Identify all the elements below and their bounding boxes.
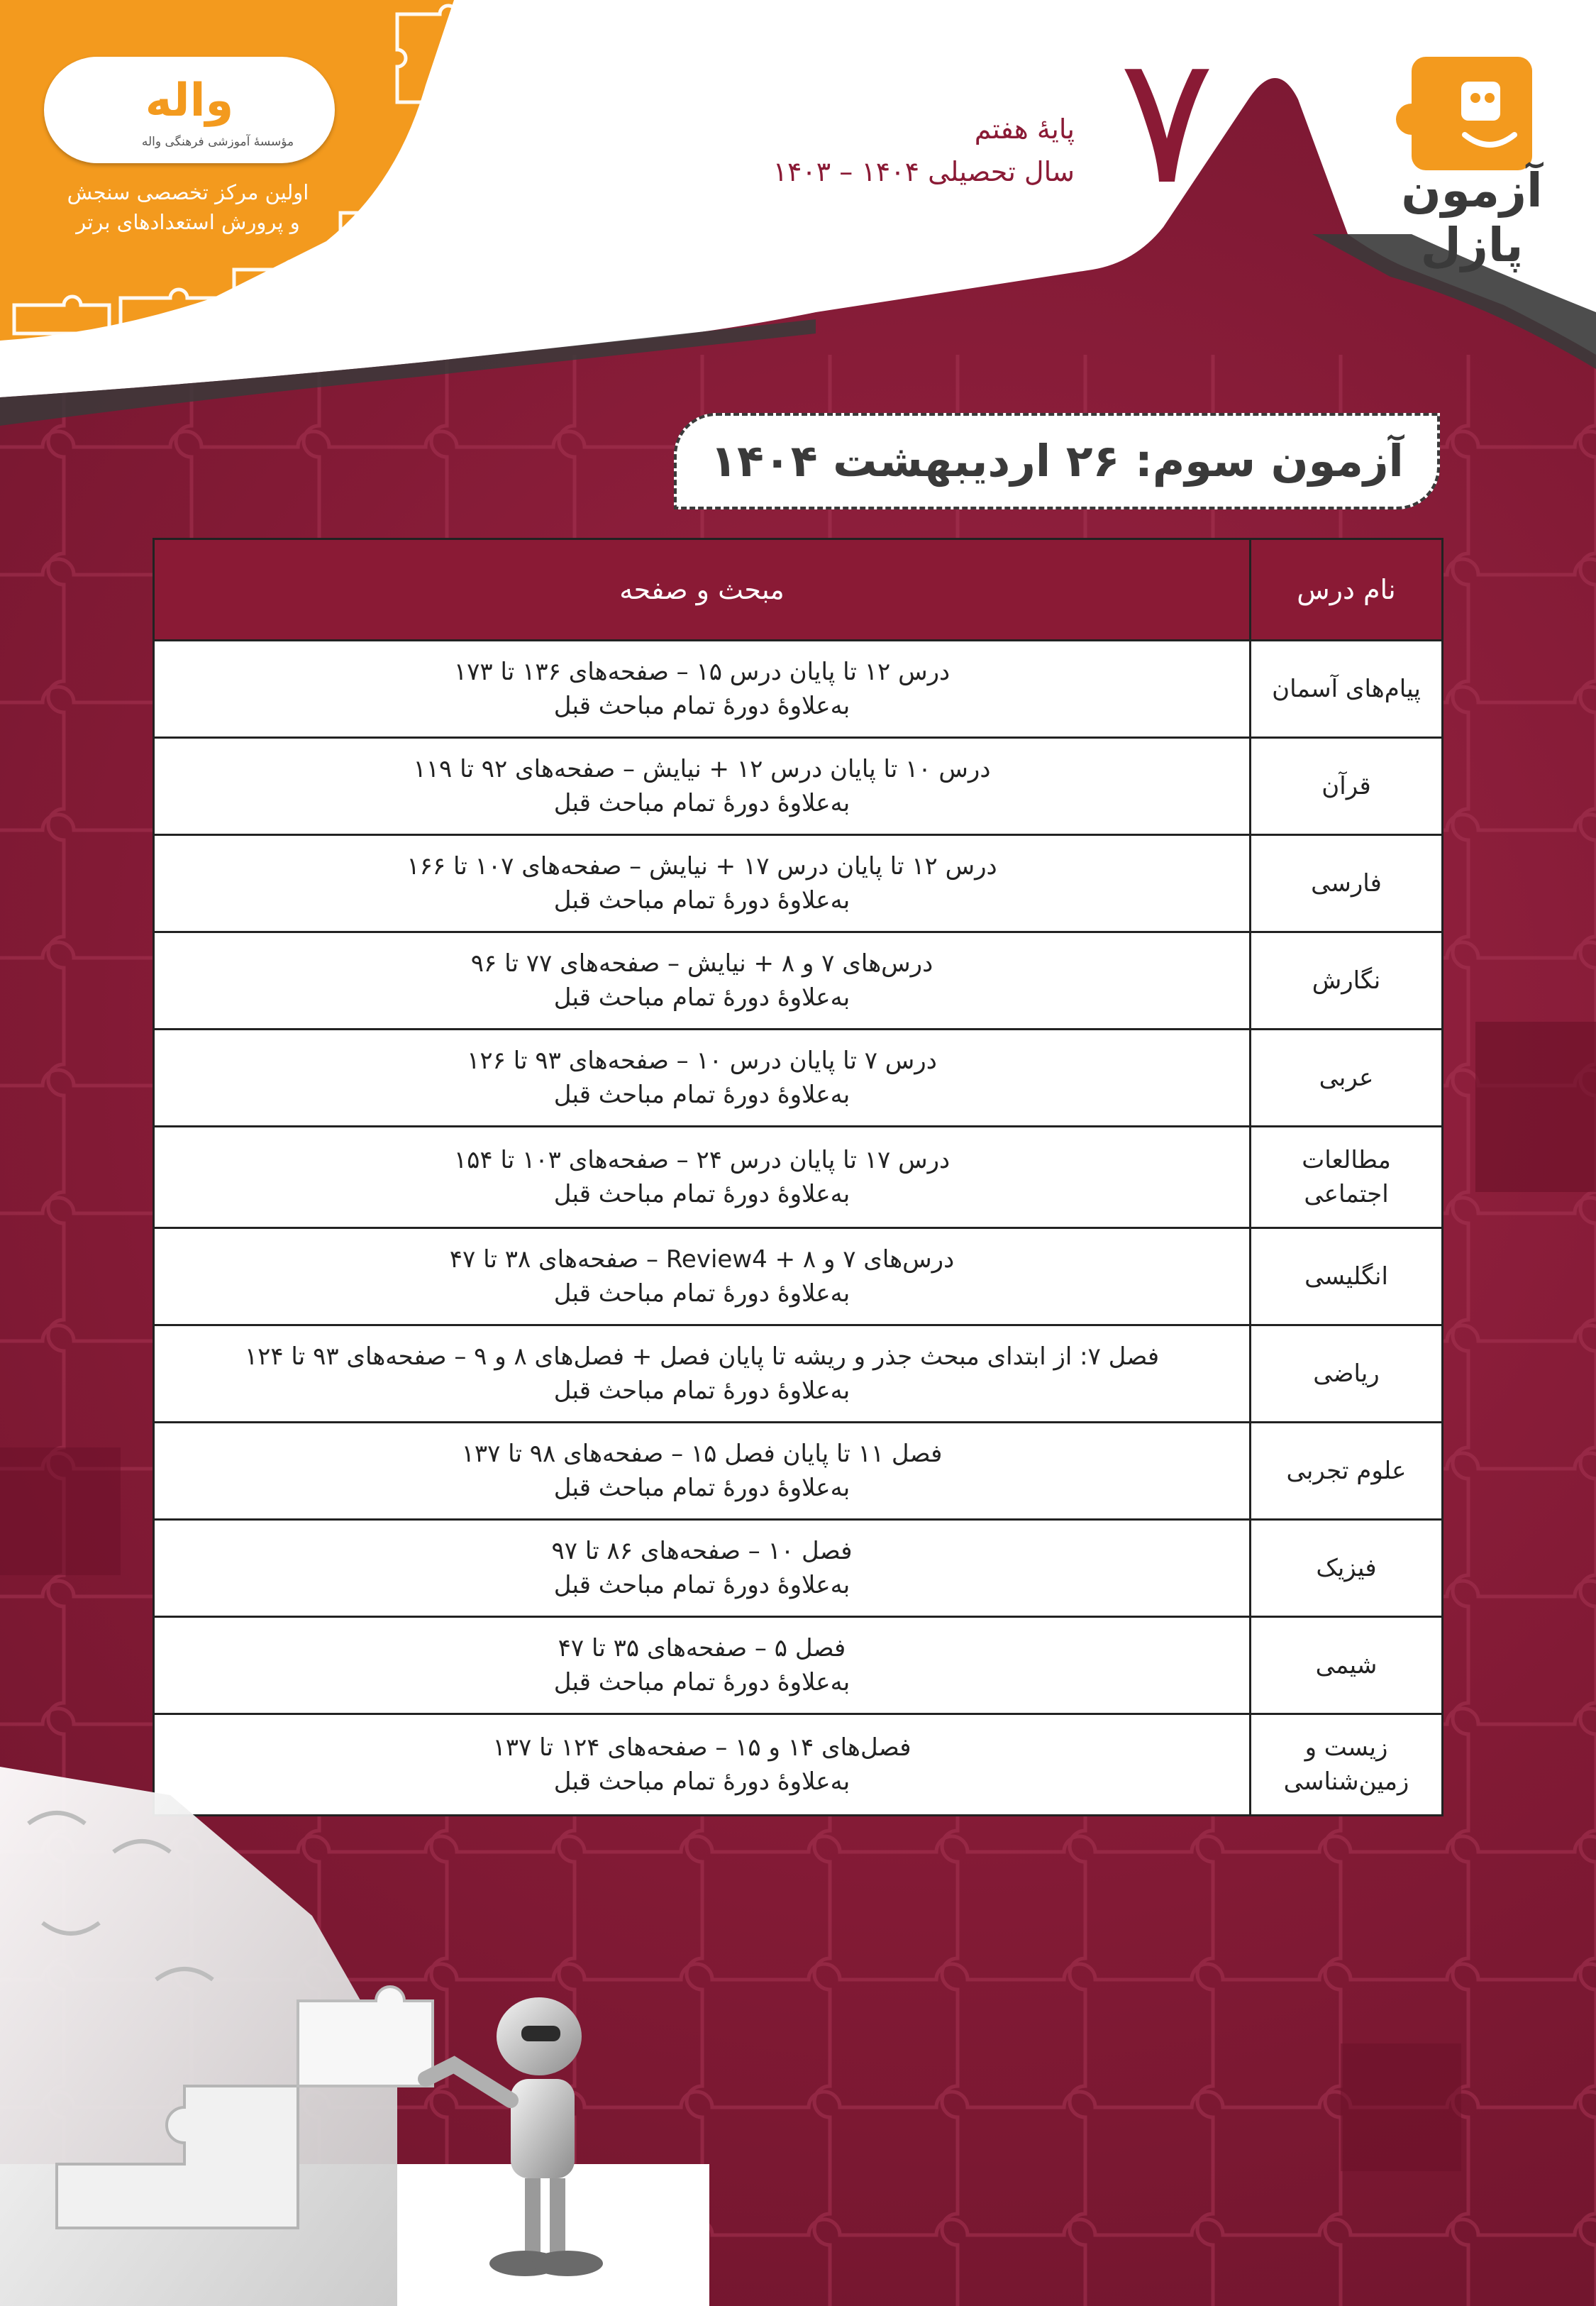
- topic-text: درس‌های ۷ و ۸ + Review4 – صفحه‌های ۳۸ تا ۴۷: [449, 1245, 955, 1274]
- table-row: [154, 641, 1443, 738]
- table-row: [154, 835, 1443, 932]
- header-subject: نام درس: [1251, 539, 1443, 641]
- topic-text: درس ۱۲ تا پایان درس ۱۵ – صفحه‌های ۱۳۶ تا ۱۷۳: [453, 658, 951, 686]
- subject-cell: پیام‌های آسمان: [1251, 641, 1443, 738]
- previous-topics-text: به‌علاوهٔ دورهٔ تمام مباحث قبل: [553, 1377, 850, 1405]
- puzzle-logo-icon: [1383, 43, 1553, 177]
- puzzle-exam-title: آزمون پازل: [1401, 163, 1543, 272]
- previous-topics-text: به‌علاوهٔ دورهٔ تمام مباحث قبل: [553, 1474, 850, 1502]
- exam-title: آزمون سوم: ۲۶ اردیبهشت ۱۴۰۴: [710, 435, 1404, 487]
- topic-text: فصل‌های ۱۴ و ۱۵ – صفحه‌های ۱۲۴ تا ۱۳۷: [492, 1733, 911, 1762]
- subject-cell: فارسی: [1251, 835, 1443, 932]
- topic-cell: [154, 1423, 1251, 1520]
- exam-title-box: [674, 413, 1440, 509]
- topic-text: درس ۱۷ تا پایان درس ۲۴ – صفحه‌های ۱۰۳ تا ۱۵۴: [453, 1146, 951, 1174]
- topic-text: فصل ۱۰ – صفحه‌های ۸۶ تا ۹۷: [551, 1537, 853, 1565]
- walleh-logo: [44, 57, 335, 163]
- topic-text: فصل ۷: از ابتدای مبحث جذر و ریشه تا پایان فصل + فصل‌های ۸ و ۹ – صفحه‌های ۹۳ تا ۱۲۴: [244, 1342, 1160, 1371]
- table-row: [154, 1127, 1443, 1228]
- previous-topics-text: به‌علاوهٔ دورهٔ تمام مباحث قبل: [553, 1180, 850, 1208]
- grade-label: پایهٔ هفتم: [974, 114, 1075, 145]
- table-row: [154, 738, 1443, 835]
- tagline-line-1: اولین مرکز تخصصی سنجش: [67, 180, 309, 204]
- previous-topics-text: به‌علاوهٔ دورهٔ تمام مباحث قبل: [553, 789, 850, 817]
- topic-text: درس ۱۲ تا پایان درس ۱۷ + نیایش – صفحه‌های ۱۰۷ تا ۱۶۶: [406, 852, 997, 881]
- previous-topics-text: به‌علاوهٔ دورهٔ تمام مباحث قبل: [553, 1279, 850, 1308]
- table-row: [154, 1520, 1443, 1617]
- tagline-line-2: و پرورش استعدادهای برتر: [76, 210, 300, 234]
- subject-cell: زیست و زمین‌شناسی: [1251, 1714, 1443, 1816]
- topic-cell: [154, 738, 1251, 835]
- robot-puzzle-illustration: [0, 1767, 709, 2306]
- previous-topics-text: به‌علاوهٔ دورهٔ تمام مباحث قبل: [553, 1767, 850, 1796]
- topic-text: فصل ۵ – صفحه‌های ۳۵ تا ۴۷: [558, 1634, 846, 1662]
- topic-cell: [154, 835, 1251, 932]
- header-topic: مبحث و صفحه: [154, 539, 1251, 641]
- table-row: [154, 1617, 1443, 1714]
- topic-text: درس ۷ تا پایان درس ۱۰ – صفحه‌های ۹۳ تا ۱۲۶: [467, 1047, 937, 1075]
- previous-topics-text: به‌علاوهٔ دورهٔ تمام مباحث قبل: [553, 1571, 850, 1599]
- previous-topics-text: به‌علاوهٔ دورهٔ تمام مباحث قبل: [553, 692, 850, 720]
- table-row: [154, 1030, 1443, 1127]
- previous-topics-text: به‌علاوهٔ دورهٔ تمام مباحث قبل: [553, 886, 850, 915]
- topic-text: فصل ۱۱ تا پایان فصل ۱۵ – صفحه‌های ۹۸ تا ۱۳۷: [461, 1440, 943, 1468]
- topic-cell: [154, 1030, 1251, 1127]
- subject-cell: شیمی: [1251, 1617, 1443, 1714]
- topic-text: درس‌های ۷ و ۸ + نیایش – صفحه‌های ۷۷ تا ۹۶: [470, 949, 933, 978]
- subject-cell: عربی: [1251, 1030, 1443, 1127]
- exam-schedule-table: [153, 538, 1443, 1816]
- subject-cell: فیزیک: [1251, 1520, 1443, 1617]
- table-row: [154, 1325, 1443, 1423]
- subject-cell: علوم تجربی: [1251, 1423, 1443, 1520]
- table-row: [154, 932, 1443, 1030]
- brand-tagline: [50, 177, 326, 237]
- topic-text: درس ۱۰ تا پایان درس ۱۲ + نیایش – صفحه‌های ۹۲ تا ۱۱۹: [413, 755, 991, 783]
- topic-cell: [154, 1617, 1251, 1714]
- walleh-logo-mark: واله: [145, 75, 234, 127]
- table-header-row: [154, 539, 1443, 641]
- topic-cell: [154, 641, 1251, 738]
- previous-topics-text: به‌علاوهٔ دورهٔ تمام مباحث قبل: [553, 1668, 850, 1697]
- previous-topics-text: به‌علاوهٔ دورهٔ تمام مباحث قبل: [553, 983, 850, 1012]
- subject-cell: نگارش: [1251, 932, 1443, 1030]
- subject-cell: قرآن: [1251, 738, 1443, 835]
- table-row: [154, 1423, 1443, 1520]
- topic-cell: [154, 1520, 1251, 1617]
- grade-number: ۷: [1119, 17, 1215, 224]
- subject-cell: مطالعات اجتماعی: [1251, 1127, 1443, 1228]
- academic-year: سال تحصیلی ۱۴۰۴ – ۱۴۰۳: [772, 156, 1075, 187]
- topic-cell: [154, 1127, 1251, 1228]
- topic-cell: [154, 1228, 1251, 1325]
- topic-cell: [154, 1325, 1251, 1423]
- subject-cell: ریاضی: [1251, 1325, 1443, 1423]
- walleh-logo-subtitle: مؤسسهٔ آموزشی فرهنگی واله: [141, 135, 294, 149]
- table-row: [154, 1228, 1443, 1325]
- topic-cell: [154, 932, 1251, 1030]
- previous-topics-text: به‌علاوهٔ دورهٔ تمام مباحث قبل: [553, 1081, 850, 1109]
- subject-cell: انگلیسی: [1251, 1228, 1443, 1325]
